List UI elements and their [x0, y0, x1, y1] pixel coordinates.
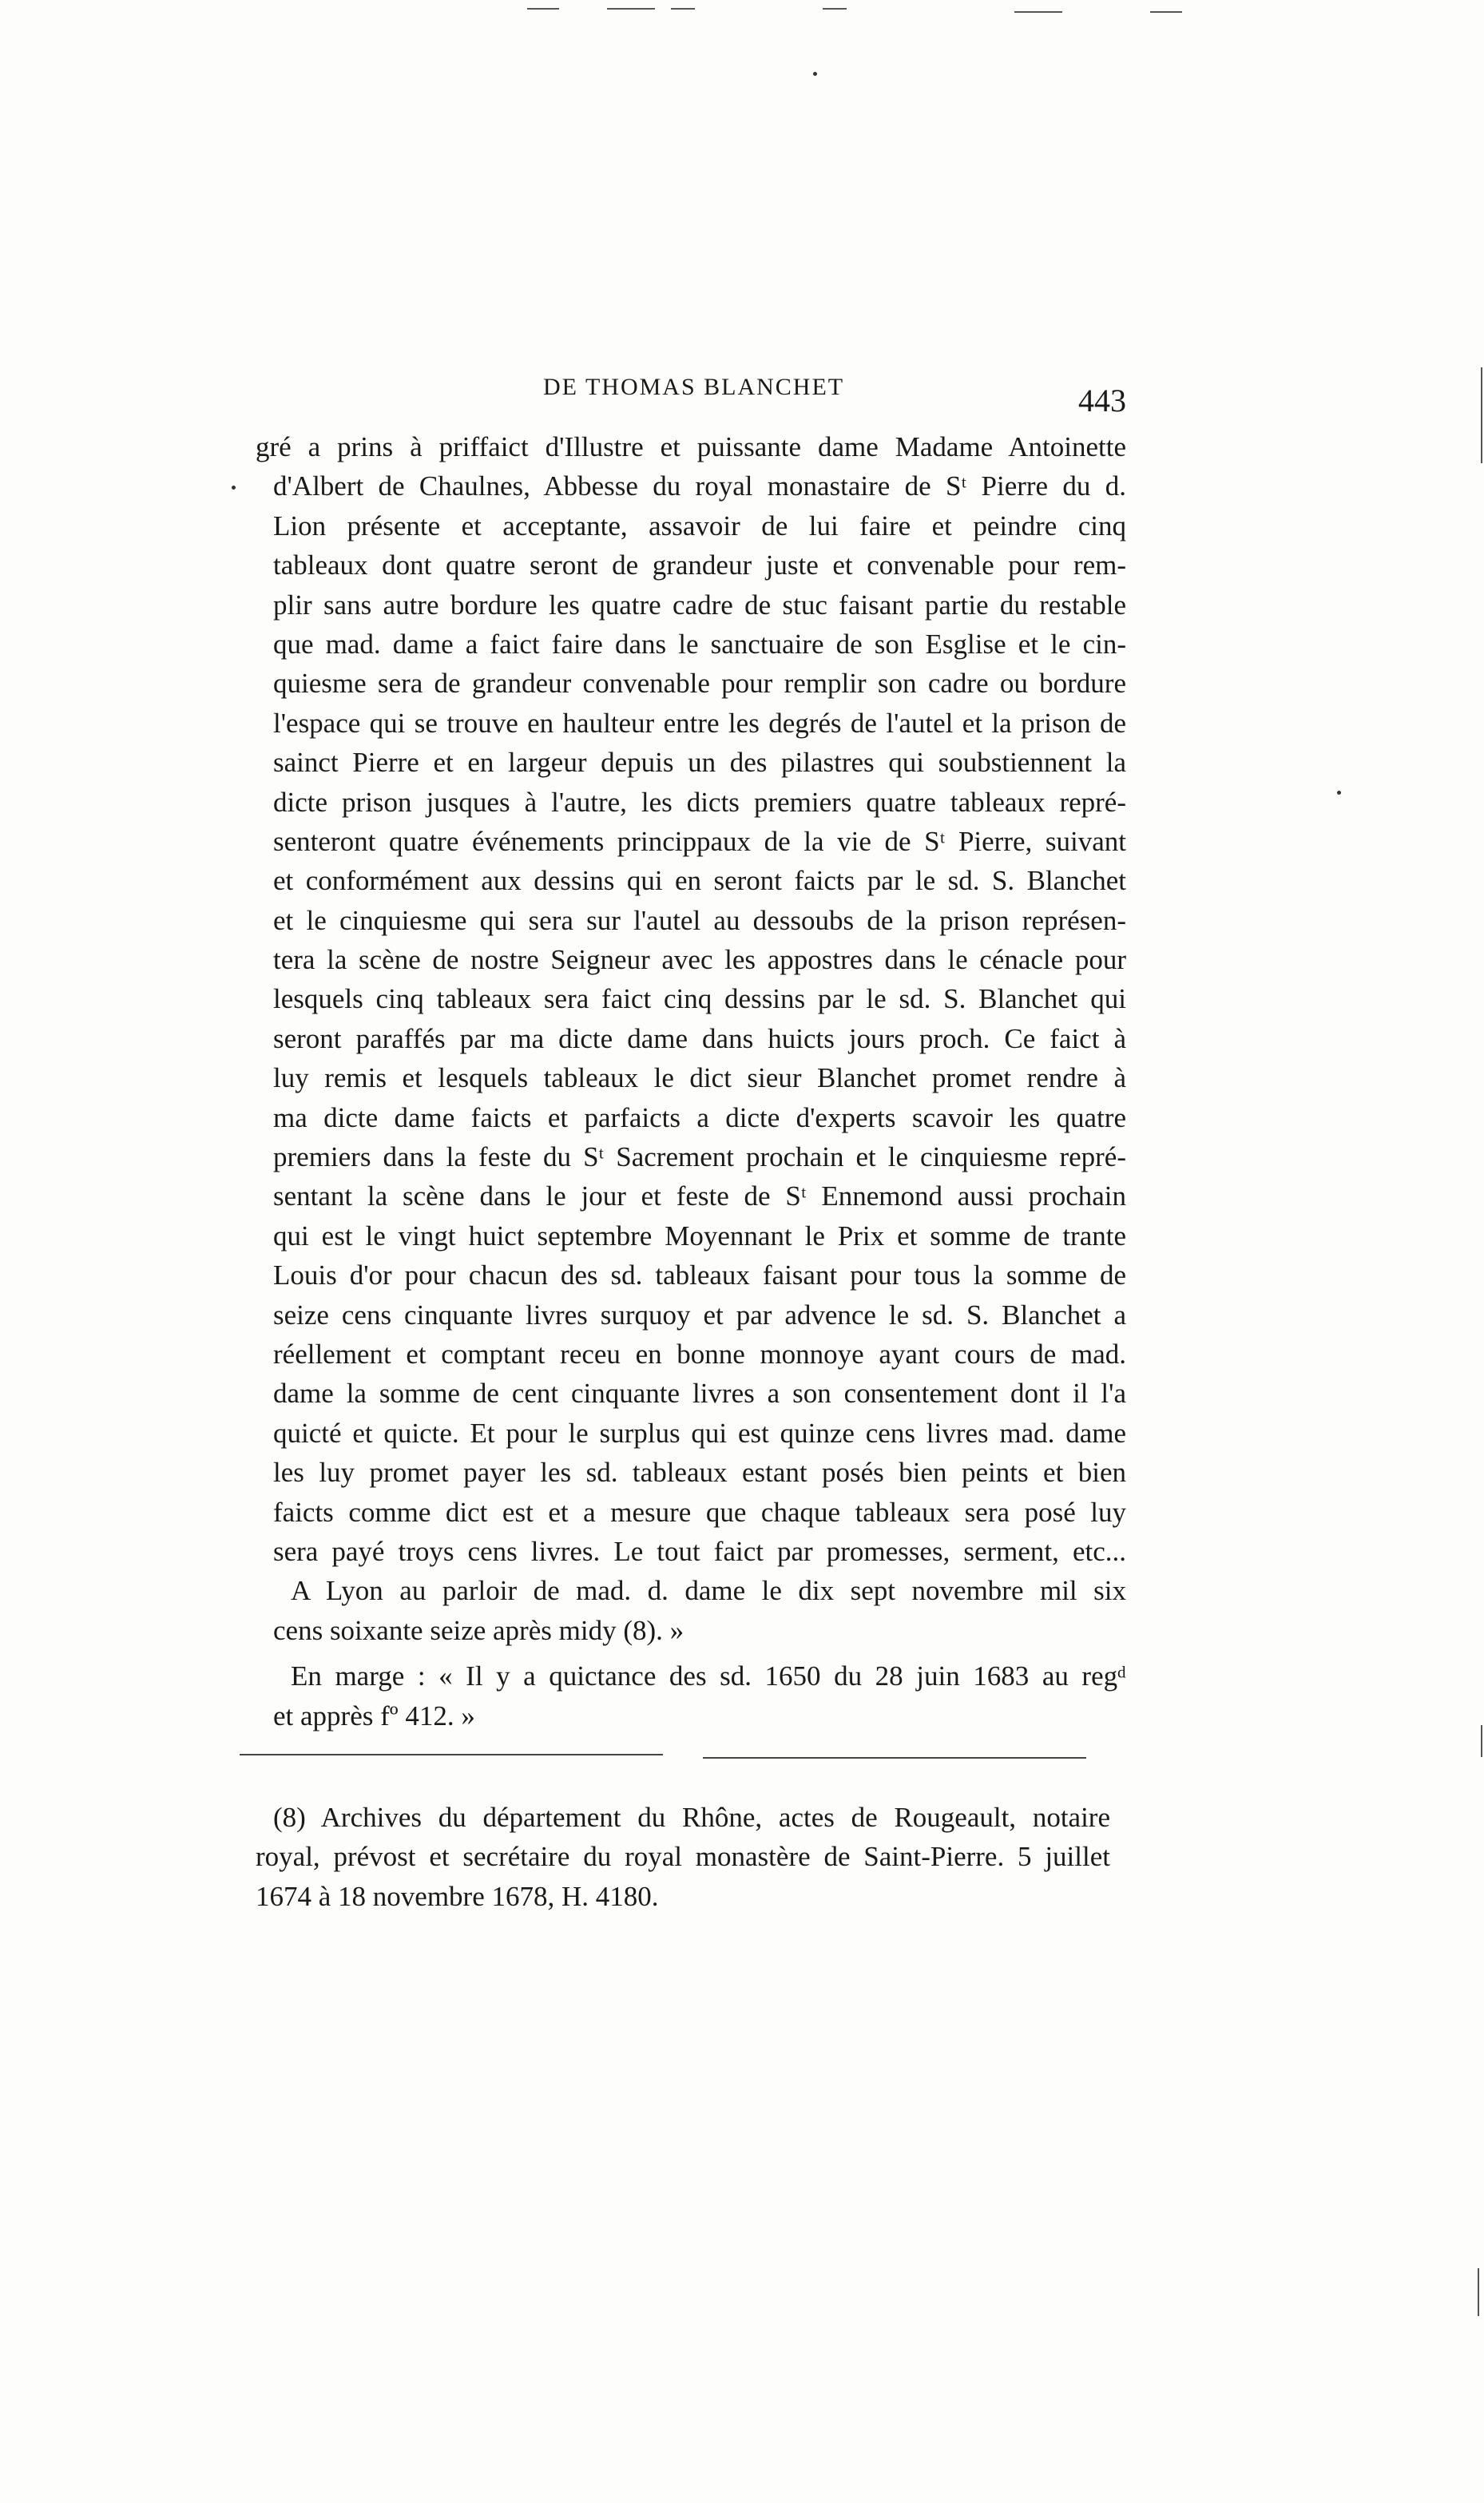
text-line: sainct Pierre et en largeur depuis un des pilastres qui soubstiennent la [273, 747, 1126, 779]
main-text [256, 427, 1126, 1735]
scan-artifact [1481, 367, 1482, 463]
scan-artifact [232, 486, 236, 490]
footnote-separator [240, 1754, 1102, 1759]
running-title: DE THOMAS BLANCHET [543, 374, 845, 400]
text-line: que mad. dame a faict faire dans le sanctuaire de son Esglise et le cin- [273, 628, 1126, 660]
text-line: dicte prison jusques à l'autre, les dicts premiers quatre tableaux repré- [273, 786, 1126, 818]
closing-line: cens soixante seize après midy (8). » [273, 1614, 684, 1646]
scan-artifact [527, 8, 559, 10]
page-header [256, 366, 1126, 422]
text-line: seize cens cinquante livres surquoy et par advence le sd. S. Blanchet a [273, 1299, 1126, 1331]
scan-artifact [1337, 791, 1341, 795]
text-line: ma dicte dame faicts et parfaicts a dicte d'experts scavoir les quatre [273, 1101, 1126, 1133]
page-number: 443 [1078, 383, 1126, 418]
footnote-line: (8) Archives du département du Rhône, actes de Rougeault, notaire [273, 1802, 1110, 1833]
text-line: quicté et quicte. Et pour le surplus qui est quinze cens livres mad. dame [273, 1417, 1126, 1449]
scan-artifact [607, 8, 655, 10]
margin-note-line: et apprès fº 412. » [273, 1700, 475, 1731]
text-line: quiesme sera de grandeur convenable pour remplir son cadre ou bordure [273, 668, 1126, 700]
text-line: dame la somme de cent cinquante livres a son consentement dont il l'a [273, 1378, 1126, 1410]
text-line: les luy promet payer les sd. tableaux estant posés bien peints et bien [273, 1457, 1126, 1489]
text-line: qui est le vingt huict septembre Moyennant le Prix et somme de trante [273, 1220, 1126, 1252]
text-line: faicts comme dict est et a mesure que chaque tableaux sera posé luy [273, 1496, 1126, 1528]
text-line: sentant la scène dans le jour et feste de Sᵗ Ennemond aussi prochain [273, 1180, 1126, 1212]
scan-artifact [1014, 11, 1062, 13]
text-line: tera la scène de nostre Seigneur avec les appostres dans le cénacle pour [273, 944, 1126, 976]
text-line: premiers dans la feste du Sᵗ Sacrement prochain et le cinquiesme repré- [273, 1141, 1126, 1173]
footnote-line: 1674 à 18 novembre 1678, H. 4180. [256, 1880, 659, 1912]
text-line: Louis d'or pour chacun des sd. tableaux faisant pour tous la somme de [273, 1259, 1126, 1291]
text-line: lesquels cinq tableaux sera faict cinq dessins par le sd. S. Blanchet qui [273, 983, 1126, 1015]
text-line: et le cinquiesme qui sera sur l'autel au dessoubs de la prison représen- [273, 904, 1126, 936]
text-line: et conformément aux dessins qui en seront faicts par le sd. S. Blanchet [273, 865, 1126, 897]
text-line: Lion présente et acceptante, assavoir de lui faire et peindre cinq [273, 510, 1126, 541]
closing-line: A Lyon au parloir de mad. d. dame le dix sept novembre mil six [291, 1575, 1126, 1607]
separator-rule [240, 1754, 663, 1755]
text-line: réellement et comptant receu en bonne monnoye ayant cours de mad. [273, 1338, 1126, 1370]
scan-artifact [1481, 1725, 1482, 1757]
scan-artifact [813, 72, 817, 76]
text-line: gré a prins à priffaict d'Illustre et puissante dame Madame Antoinette [256, 431, 1126, 462]
text-line: luy remis et lesquels tableaux le dict sieur Blanchet promet rendre à [273, 1062, 1126, 1094]
scan-artifact [671, 8, 695, 10]
text-line: d'Albert de Chaulnes, Abbesse du royal monastaire de Sᵗ Pierre du d. [273, 470, 1126, 502]
margin-note-line: En marge : « Il y a quictance des sd. 1650 du 28 juin 1683 au regᵈ [291, 1660, 1126, 1692]
separator-rule [703, 1757, 1086, 1759]
text-line: senteront quatre événements princippaux de la vie de Sᵗ Pierre, suivant [273, 825, 1126, 857]
text-line: sera payé troys cens livres. Le tout faict par promesses, serment, etc... [273, 1535, 1126, 1567]
text-line: plir sans autre bordure les quatre cadre de stuc faisant partie du restable [273, 589, 1126, 621]
scan-artifact [823, 8, 847, 10]
scan-artifact [1150, 11, 1182, 13]
scan-artifact [1478, 2268, 1479, 2316]
text-line: l'espace qui se trouve en haulteur entre les degrés de l'autel et la prison de [273, 707, 1126, 739]
text-line: tableaux dont quatre seront de grandeur juste et convenable pour rem- [273, 549, 1126, 581]
footnote [256, 1799, 1110, 1917]
text-line: seront paraffés par ma dicte dame dans huicts jours proch. Ce faict à [273, 1022, 1126, 1054]
footnote-line: royal, prévost et secrétaire du royal monastère de Saint-Pierre. 5 juillet [256, 1841, 1110, 1873]
